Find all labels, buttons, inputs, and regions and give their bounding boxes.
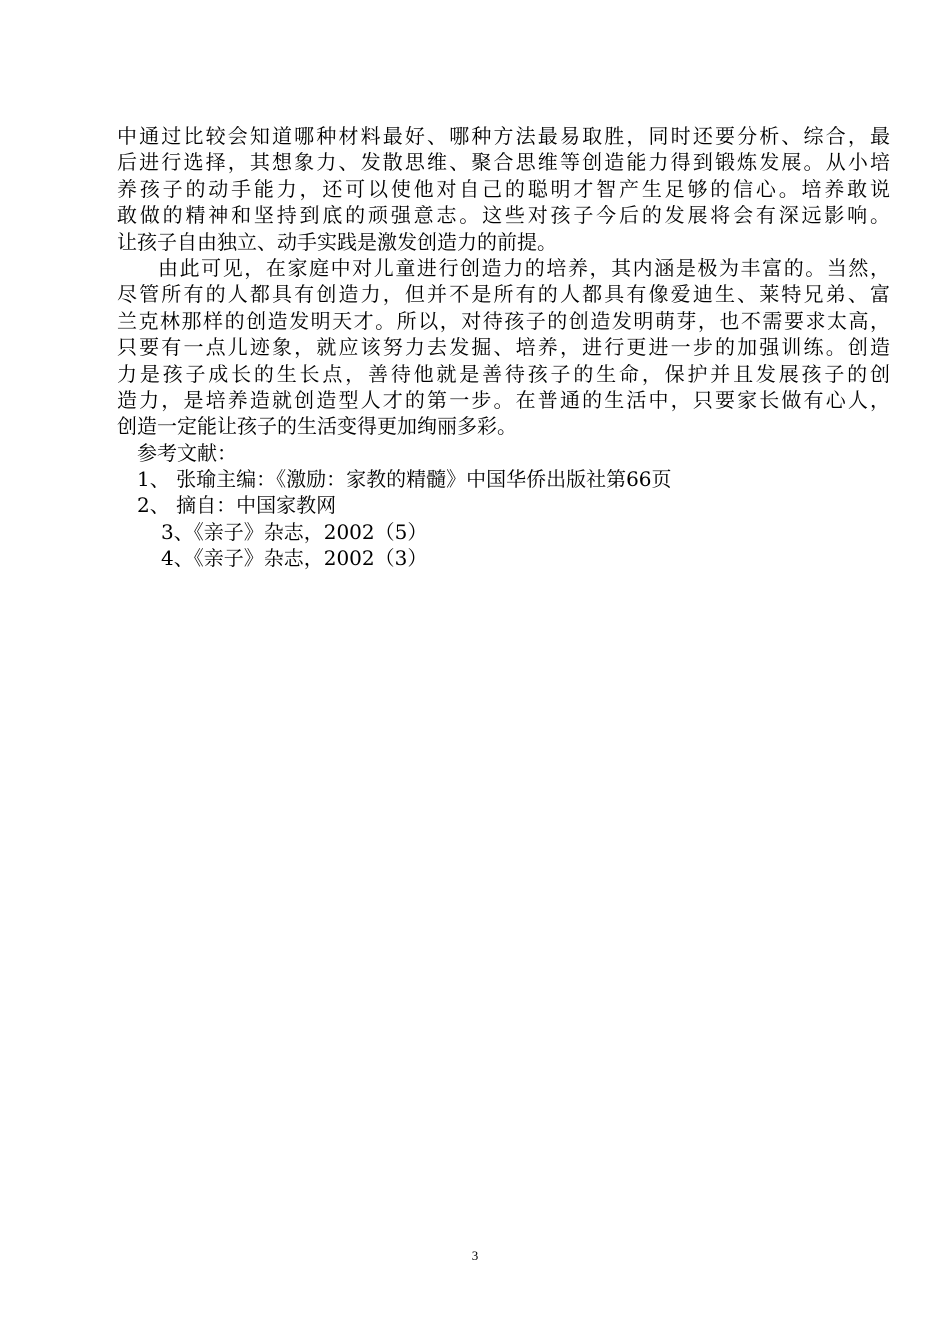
paragraph-1-line: 后进行选择，其想象力、发散思维、聚合思维等创造能力得到锻炼发展。从小培 bbox=[117, 150, 890, 175]
reference-item: 2、 摘自：中国家教网 bbox=[137, 493, 337, 518]
reference-item: 1、 张瑜主编：《激励：家教的精髓》中国华侨出版社第66页 bbox=[137, 467, 672, 492]
paragraph-2-line: 由此可见，在家庭中对儿童进行创造力的培养，其内涵是极为丰富的。当然， bbox=[158, 255, 890, 280]
page-number: 3 bbox=[471, 1248, 479, 1263]
paragraph-2-line: 兰克林那样的创造发明天才。所以，对待孩子的创造发明萌芽，也不需要求太高， bbox=[117, 308, 890, 333]
paragraph-2-line: 尽管所有的人都具有创造力，但并不是所有的人都具有像爱迪生、莱特兄弟、富 bbox=[117, 282, 890, 307]
paragraph-2-line: 力是孩子成长的生长点，善待他就是善待孩子的生命，保护并且发展孩子的创 bbox=[117, 361, 890, 386]
document-body bbox=[117, 123, 890, 572]
references-heading: 参考文献： bbox=[137, 440, 237, 465]
paragraph-2-line: 创造一定能让孩子的生活变得更加绚丽多彩。 bbox=[117, 414, 517, 439]
paragraph-1 bbox=[117, 123, 890, 255]
paragraph-2-line: 造力，是培养造就创造型人才的第一步。在普通的生活中，只要家长做有心人， bbox=[117, 387, 890, 412]
reference-item: 3、《亲子》杂志，2002（5） bbox=[161, 519, 428, 544]
references-section bbox=[117, 440, 890, 572]
paragraph-2-line: 只要有一点儿迹象，就应该努力去发掘、培养，进行更进一步的加强训练。创造 bbox=[117, 335, 890, 360]
paragraph-1-line: 敢做的精神和坚持到底的顽强意志。这些对孩子今后的发展将会有深远影响。 bbox=[117, 203, 890, 228]
paragraph-1-line: 中通过比较会知道哪种材料最好、哪种方法最易取胜，同时还要分析、综合，最 bbox=[117, 124, 890, 148]
paragraph-1-line: 让孩子自由独立、动手实践是激发创造力的前提。 bbox=[117, 229, 557, 254]
paragraph-1-line: 养孩子的动手能力，还可以使他对自己的聪明才智产生足够的信心。培养敢说 bbox=[117, 176, 890, 201]
reference-item: 4、《亲子》杂志，2002（3） bbox=[161, 546, 428, 571]
paragraph-2 bbox=[117, 255, 890, 440]
